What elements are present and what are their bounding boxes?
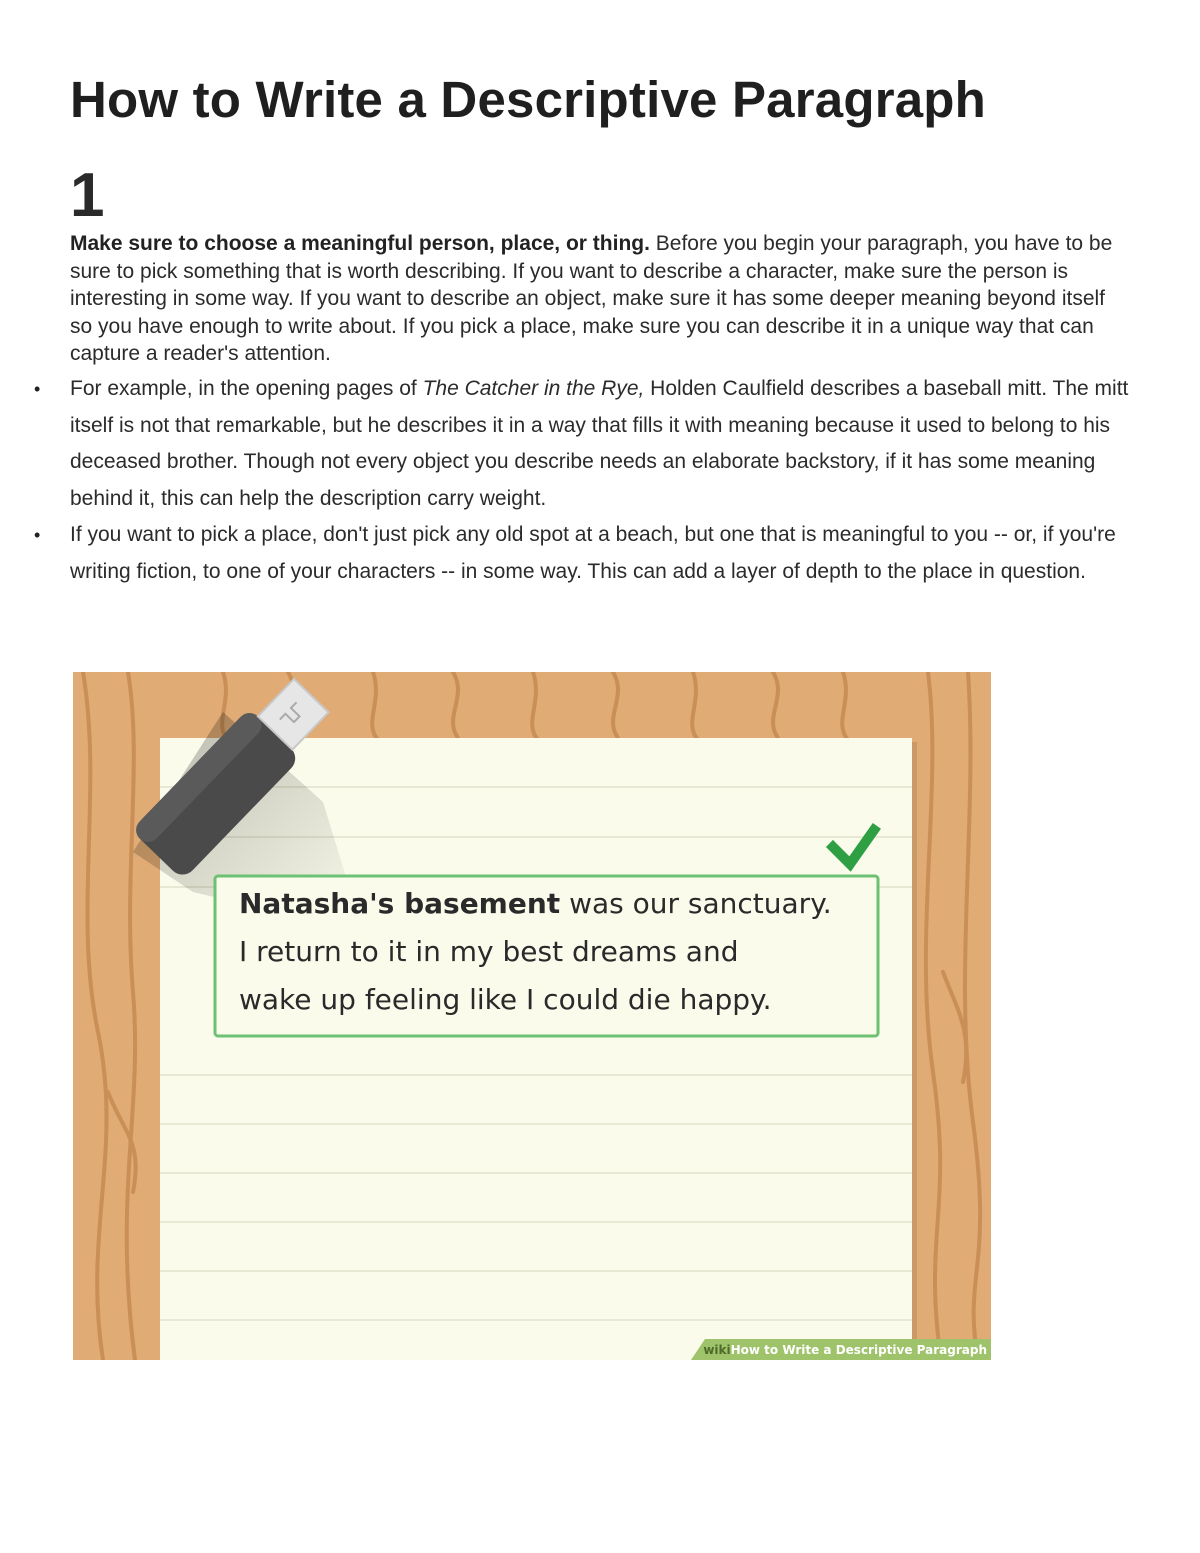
intro-bold-lead: Make sure to choose a meaningful person, place, or thing. [70, 232, 650, 255]
list-item [34, 371, 1130, 517]
intro-text: Before you begin your paragraph, you have to be sure to pick something that is worth describing. If you want to describe a character, make sure the person is interesting in some way. If you want to describe an object, make sure it has some deeper meaning beyond itself so you have enough to write about. If you pick a place, make sure you can describe it in a unique way that can capture a reader's attention. [70, 232, 1113, 365]
bullet-text-before: If you want to pick a place, don't just pick any old spot at a beach, but one that is meaningful to you -- or, if you're writing fiction, to one of your characters -- in some way. This can add a layer of depth to the place in question. [70, 523, 1116, 583]
intro-paragraph [70, 230, 1130, 368]
bullet-text-after: Holden Caulfield describes a baseball mitt. The mitt itself is not that remarkable, but he describes it in a way that fills it with meaning because it used to belong to his deceased brother. Though not every object you describe needs an elaborate backstory, if it has some meaning behind it, this can help the description carry weight. [70, 377, 1129, 510]
bullet-text-before: For example, in the opening pages of [70, 377, 423, 400]
bullet-list [34, 371, 1130, 591]
example-line-1-rest: was our sanctuary. [560, 887, 832, 920]
book-title: The Catcher in the Rye, [422, 377, 645, 400]
example-line-1 [239, 887, 832, 920]
example-bold-phrase: Natasha's basement [239, 887, 561, 920]
example-line-3: wake up feeling like I could die happy. [239, 983, 772, 1016]
page-title: How to Write a Descriptive Paragraph [70, 71, 987, 128]
bullet-icon: • [34, 379, 41, 399]
bullet-icon: • [34, 525, 41, 546]
example-line-2: I return to it in my best dreams and [239, 935, 739, 968]
watermark [703, 1343, 987, 1357]
illustration [73, 672, 991, 1360]
list-item [34, 517, 1130, 590]
illustration-art [73, 672, 991, 1360]
step-number: 1 [70, 161, 105, 230]
watermark-wiki-logo: wiki [703, 1343, 731, 1357]
watermark-title: How to Write a Descriptive Paragraph [730, 1343, 987, 1357]
